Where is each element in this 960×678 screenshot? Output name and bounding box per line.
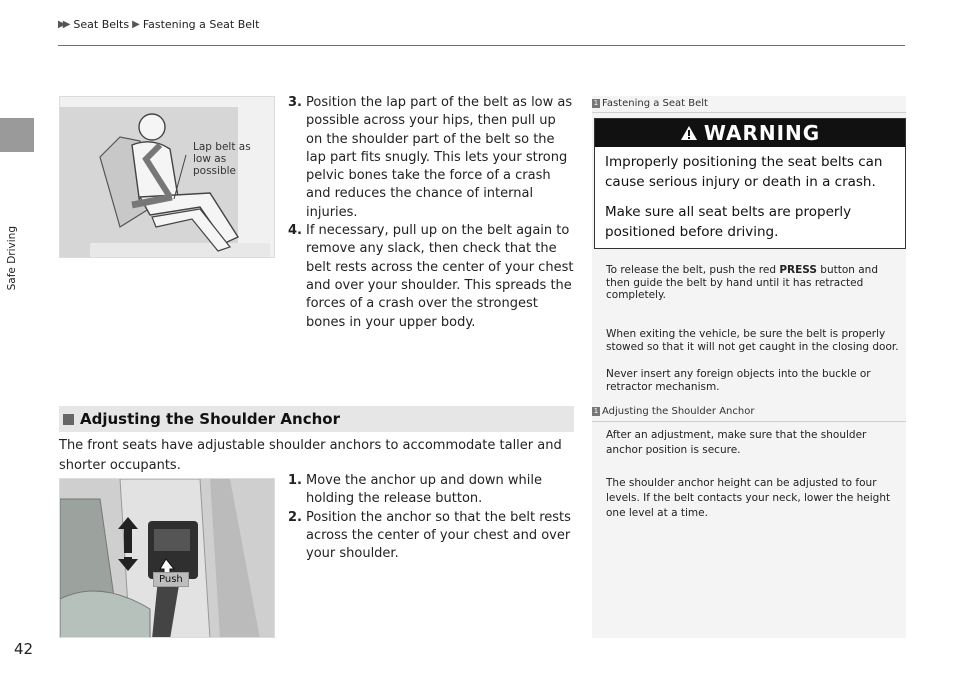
press-button-label: PRESS bbox=[779, 264, 817, 276]
step-item bbox=[288, 472, 576, 509]
release-note bbox=[606, 264, 902, 302]
warning-header bbox=[595, 119, 905, 147]
square-bullet-icon bbox=[63, 414, 74, 425]
step-item bbox=[288, 222, 576, 332]
note-reference-icon: 1 bbox=[593, 99, 599, 107]
section-title: Adjusting the Shoulder Anchor bbox=[80, 410, 340, 428]
warning-line: Improperly positioning the seat belts can cause serious injury or death in a crash. bbox=[605, 154, 883, 190]
section-intro: The front seats have adjustable shoulder anchors to accommodate taller and shorter occupants. bbox=[59, 438, 562, 473]
step-number: 2. bbox=[288, 509, 302, 525]
steps-anchor bbox=[288, 472, 576, 563]
page-number: 42 bbox=[14, 640, 34, 658]
section-tab-marker bbox=[0, 118, 34, 152]
breadcrumb-parent[interactable]: Seat Belts bbox=[73, 18, 130, 31]
steps-fastening bbox=[288, 94, 576, 332]
breadcrumb-current[interactable]: Fastening a Seat Belt bbox=[142, 18, 260, 31]
lap-belt-illustration-icon bbox=[60, 97, 275, 258]
after-adjust-note: After an adjustment, make sure that the shoulder anchor position is secure. bbox=[606, 429, 867, 456]
section-header bbox=[59, 406, 574, 432]
header-divider bbox=[58, 45, 905, 46]
note-reference-icon: 1 bbox=[593, 407, 599, 415]
note-header bbox=[592, 406, 754, 417]
chevron-right-icon: ▶ bbox=[132, 19, 137, 30]
lap-belt-figure bbox=[59, 96, 275, 258]
side-section-label: Safe Driving bbox=[6, 226, 18, 291]
foreign-objects-note: Never insert any foreign objects into the buckle or retractor mechanism. bbox=[606, 368, 871, 393]
step-number: 1. bbox=[288, 473, 302, 488]
notes-column bbox=[592, 96, 906, 638]
shoulder-anchor-illustration-icon bbox=[60, 479, 275, 638]
chevron-right-icon: ▶▶ bbox=[58, 19, 68, 30]
warning-line: Make sure all seat belts are properly positioned before driving. bbox=[605, 204, 852, 240]
breadcrumb bbox=[58, 18, 259, 31]
note-divider bbox=[592, 421, 906, 422]
step-text: If necessary, pull up on the belt again to remove any slack, then check that the belt rests across the center of your chest and over your shoulder. This spreads the forces of a crash over the strongest bones in your upper body. bbox=[306, 223, 574, 330]
step-item bbox=[288, 94, 576, 222]
step-number: 3. bbox=[288, 95, 302, 110]
step-item bbox=[288, 509, 576, 564]
warning-box bbox=[594, 118, 906, 249]
note-title: Adjusting the Shoulder Anchor bbox=[602, 406, 755, 417]
warning-body bbox=[595, 147, 905, 247]
release-text: To release the belt, push the red bbox=[606, 264, 780, 276]
push-label: Push bbox=[153, 572, 189, 587]
warning-title: WARNING bbox=[703, 121, 821, 145]
anchor-height-note: The shoulder anchor height can be adjusted to four levels. If the belt contacts your neck, lower the height one level at a time. bbox=[606, 477, 891, 519]
step-text: Position the lap part of the belt as low as possible across your hips, then pull up on the shoulder part of the belt so the lap part fits snugly. This lets your strong pelvic bones take the force of a crash and reduces the chance of internal injuries. bbox=[306, 95, 573, 220]
note-divider bbox=[592, 112, 906, 113]
warning-triangle-icon bbox=[680, 125, 698, 141]
shoulder-anchor-figure bbox=[59, 478, 275, 638]
exiting-note: When exiting the vehicle, be sure the belt is properly stowed so that it will not get caught in the closing door. bbox=[606, 328, 899, 353]
step-text: Position the anchor so that the belt rests across the center of your chest and over your shoulder. bbox=[306, 509, 571, 562]
step-text: Move the anchor up and down while holding the release button. bbox=[306, 473, 542, 507]
release-text: button and then guide the belt by hand until it has retracted completely. bbox=[606, 264, 878, 301]
lap-belt-callout: Lap belt as low as possible bbox=[193, 141, 251, 177]
note-header bbox=[592, 98, 708, 109]
step-number: 4. bbox=[288, 223, 302, 239]
note-title: Fastening a Seat Belt bbox=[602, 98, 708, 109]
